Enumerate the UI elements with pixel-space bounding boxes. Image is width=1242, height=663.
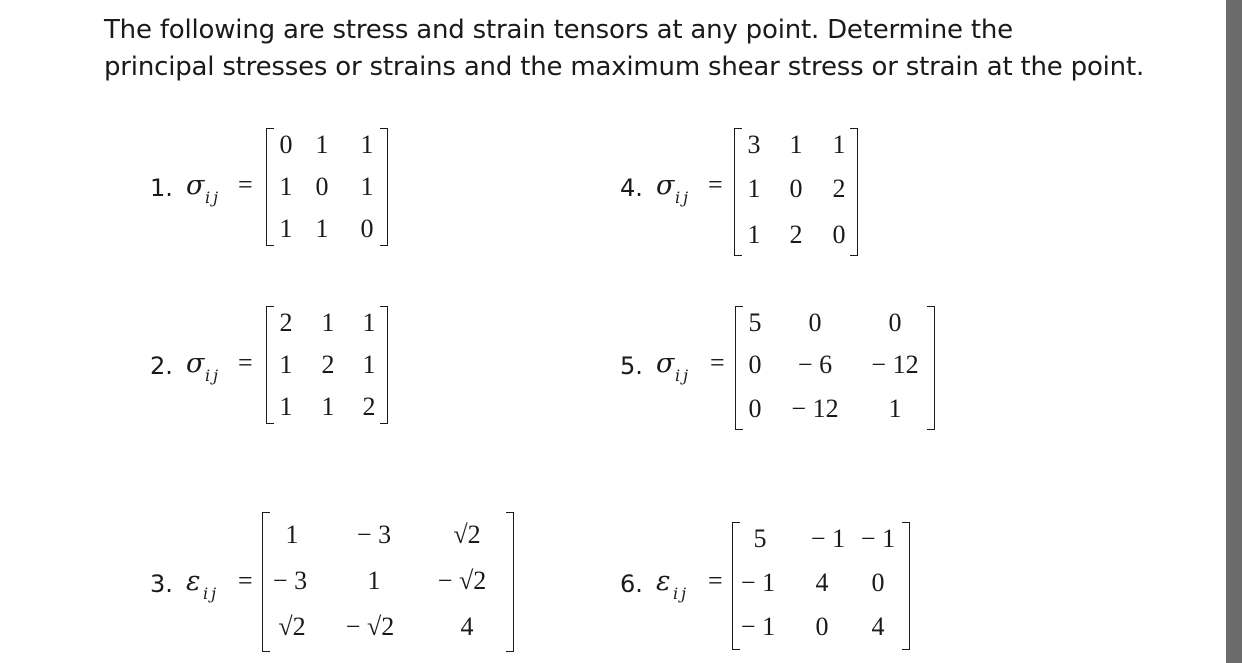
matrix-cell: 1 [279,392,293,421]
equals-sign: = [708,566,723,595]
matrix-cell: 0 [789,174,803,203]
left-bracket [735,306,743,430]
matrix-cell: 1 [789,130,803,159]
equals-sign: = [710,348,725,377]
stress-symbol: σ [656,170,675,201]
matrix-cell: 5 [748,308,762,337]
matrix-cell: − 1 [740,568,776,597]
strain-symbol: ε [186,566,201,597]
matrix-cell: − 6 [797,350,833,379]
tensor-matrix [732,522,910,650]
tensor-matrix [262,512,514,652]
matrix-cell: 4 [871,612,885,641]
matrix-cell: 2 [279,308,293,337]
matrix-cell: 1 [360,130,374,159]
matrix-cell: 1 [362,308,376,337]
right-bracket [927,306,935,430]
matrix-cell: − √2 [437,566,487,595]
matrix-cell: 1 [315,130,329,159]
instructions-text [104,12,1214,86]
instructions-line-1: The following are stress and strain tensors at any point. Determine the [104,15,1013,45]
matrix-cell: 2 [789,220,803,249]
matrix-cell: − 12 [871,350,919,379]
subscript-ij: ij [675,366,692,385]
matrix-cell: 1 [832,130,846,159]
matrix-cell: 2 [362,392,376,421]
matrix-cell: 4 [815,568,829,597]
equals-sign: = [238,348,253,377]
left-bracket [262,512,270,652]
matrix-cell: 0 [832,220,846,249]
subscript-ij: ij [673,584,690,603]
subscript-ij: ij [203,584,220,603]
matrix-cell: − 3 [356,520,392,549]
matrix-cell: 1 [279,214,293,243]
matrix-cell: − 1 [860,524,896,553]
matrix-cell: 0 [315,172,329,201]
matrix-cell: 1 [367,566,381,595]
matrix-cell: 0 [888,308,902,337]
matrix-cell: 1 [279,172,293,201]
matrix-cell: 5 [753,524,767,553]
matrix-cell: 1 [321,392,335,421]
matrix-cell: 1 [362,350,376,379]
matrix-cell: 1 [315,214,329,243]
right-bracket [380,306,388,424]
problem-number: 6. [620,570,643,598]
matrix-cell: 1 [279,350,293,379]
matrix-cell: √2 [278,612,306,641]
matrix-cell: 1 [888,394,902,423]
left-bracket [734,128,742,256]
matrix-cell: 1 [321,308,335,337]
window-edge-bar [1226,0,1242,663]
matrix-cell: 2 [321,350,335,379]
tensor-matrix [734,128,858,256]
left-bracket [266,128,274,246]
problem-number: 4. [620,174,643,202]
equals-sign: = [238,566,253,595]
matrix-cell: − 3 [272,566,308,595]
subscript-ij: ij [675,188,692,207]
equals-sign: = [238,170,253,199]
left-bracket [266,306,274,424]
matrix-cell: 0 [360,214,374,243]
tensor-matrix [266,306,388,424]
matrix-cell: 2 [832,174,846,203]
equals-sign: = [708,170,723,199]
matrix-cell: 1 [747,220,761,249]
matrix-cell: 0 [748,394,762,423]
matrix-cell: √2 [453,520,481,549]
instructions-line-2: principal stresses or strains and the maximum shear stress or strain at the point. [104,52,1145,82]
matrix-cell: 3 [747,130,761,159]
matrix-cell: − √2 [345,612,395,641]
matrix-cell: 0 [808,308,822,337]
matrix-cell: 4 [460,612,474,641]
problem-number: 1. [150,174,173,202]
right-bracket [506,512,514,652]
tensor-matrix [735,306,935,430]
matrix-cell: 0 [815,612,829,641]
right-bracket [850,128,858,256]
matrix-cell: 1 [360,172,374,201]
problem-number: 5. [620,352,643,380]
subscript-ij: ij [205,366,222,385]
matrix-cell: − 12 [791,394,839,423]
strain-symbol: ε [656,566,671,597]
right-bracket [380,128,388,246]
problem-number: 3. [150,570,173,598]
stress-symbol: σ [186,170,205,201]
matrix-cell: − 1 [810,524,846,553]
matrix-cell: 1 [747,174,761,203]
stress-symbol: σ [656,348,675,379]
matrix-cell: 0 [279,130,293,159]
subscript-ij: ij [205,188,222,207]
problem-number: 2. [150,352,173,380]
right-bracket [902,522,910,650]
matrix-cell: 0 [748,350,762,379]
stress-symbol: σ [186,348,205,379]
matrix-cell: 1 [285,520,299,549]
left-bracket [732,522,740,650]
tensor-matrix [266,128,388,246]
matrix-cell: − 1 [740,612,776,641]
matrix-cell: 0 [871,568,885,597]
